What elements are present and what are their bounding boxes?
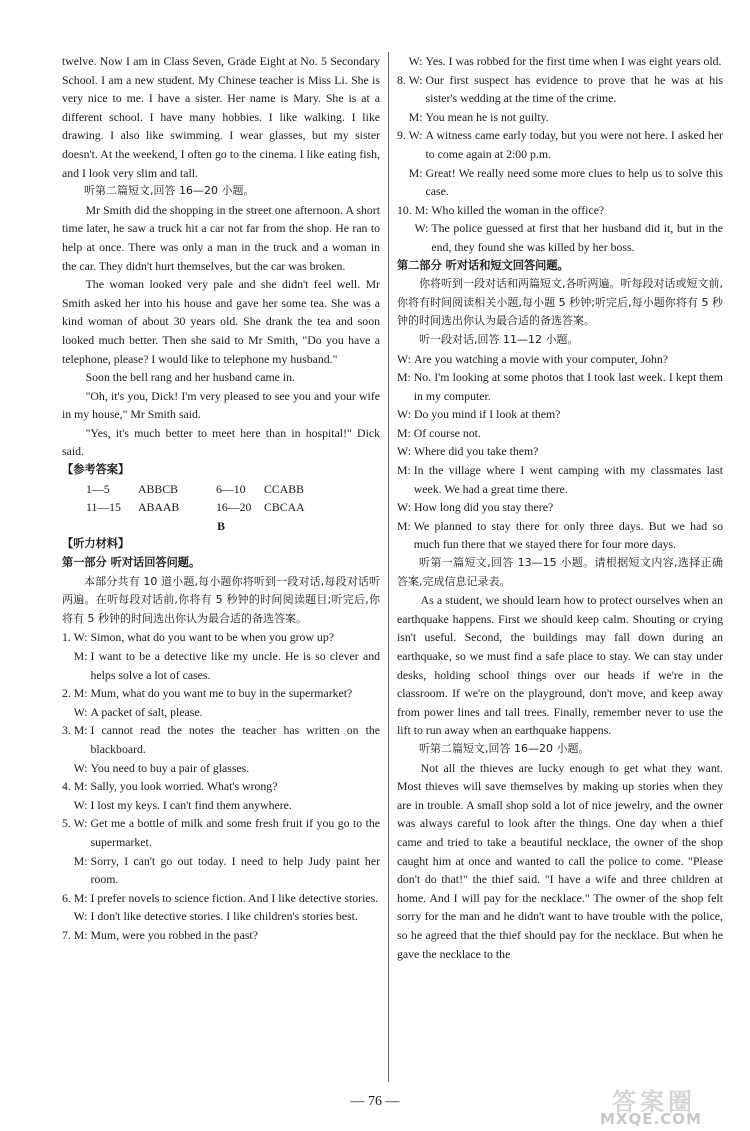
dialogue-text: A witness came early today, but you were not here. I asked her to come again at 2:00 p.m. [425, 128, 723, 161]
speaker-label: M: [397, 425, 414, 440]
speaker-label: 4. M: [62, 779, 91, 794]
dialogue-line [397, 368, 723, 405]
dialogue-line [62, 684, 380, 703]
dialogue-text: Our first suspect has evidence to prove that he was at his sister's wedding at the time of the crime. [425, 72, 723, 106]
dialogue-line [397, 424, 723, 443]
dialogue-text: Get me a bottle of milk and some fresh fruit if you go to the supermarket. [90, 816, 380, 849]
speaker-label: M: [397, 370, 414, 385]
paragraph: 听第二篇短文,回答 16—20 小题。 [419, 741, 590, 755]
speaker-label: W: [397, 351, 414, 366]
paragraph: The woman looked very pale and she didn't feel well. Mr Smith asked her into his house and gave her some tea. She was a kind woman of about 30 years old. She drank the tea and soon looked much better. Then she said to Mr Smith, "Do you have a telephone, please? I would like to telephone my husband." [62, 277, 380, 366]
speaker-label: M: [397, 463, 414, 478]
watermark-text: 答案圈 [612, 1088, 696, 1116]
dialogue-line [62, 777, 380, 796]
dialogue-text: How long did you stay there? [413, 500, 554, 515]
paragraph: twelve. Now I am in Class Seven, Grade Eight at No. 5 Secondary School. I am a new student. My Chinese teacher is Miss Li. She is very nice to me. I have a sister. Her name is Mary. She is at a different school. I have many hobbies. I like walking. I like drawing. I also like swimming. I wear glasses, but my sister doesn't. At the weekend, I often go to the cinema. I like eating fish, and I look very slim and tall. [62, 54, 380, 180]
dialogue-line [397, 52, 723, 71]
speaker-label: 8. W: [397, 72, 426, 87]
dialogue-text: I lost my keys. I can't find them anywhere. [90, 797, 292, 812]
speaker-label: 5. W: [62, 816, 91, 831]
dialogue-line [397, 350, 723, 369]
speaker-label: W: [62, 704, 91, 719]
dialogue-text: Great! We really need some more clues to help us to solve this case. [425, 165, 723, 199]
dialogue-text: No. I'm looking at some photos that I took last week. I kept them in my computer. [413, 370, 723, 403]
dialogue-line [62, 926, 380, 945]
speaker-label: 1. W: [62, 630, 91, 645]
watermark-url: MXQE.COM [600, 1110, 702, 1128]
dialogue-line [62, 703, 380, 722]
paragraph: 你将听到一段对话和两篇短文,各听两遍。听每段对话或短文前,你将有时间阅读相关小题,每小题 5 秒钟;听完后,每小题你将有 5 秒钟的时间选出你认为最合适的备选答案。 [397, 277, 723, 328]
dialogue-text: A packet of salt, please. [90, 704, 203, 719]
dialogue-line [62, 628, 380, 647]
speaker-label: W: [397, 407, 414, 422]
left-column [62, 52, 380, 945]
answer-range: 11—15 [86, 500, 121, 515]
speaker-label: W: [62, 909, 91, 924]
dialogue-text: Mum, what do you want me to buy in the supermarket? [90, 686, 353, 701]
dialogue-text: We planned to stay there for only three days. But we had so much fun there that we stayed there for four more days. [413, 518, 723, 552]
dialogue-line [397, 126, 723, 163]
paragraph: 本部分共有 10 道小题,每小题你将听到一段对话,每段对话听两遍。在听每段对话前,你将有 5 秒钟的时间阅读题目;听完后,你将有 5 秒钟的时间选出你认为最合适的备选答案。 [62, 574, 380, 625]
answer-letters: CBCAA [264, 500, 305, 515]
dialogue-text: Of course not. [413, 425, 481, 440]
speaker-label: W: [397, 54, 426, 68]
paragraph: 听第一篇短文,回答 13—15 小题。请根据短文内容,选择正确答案,完成信息记录表。 [397, 556, 723, 588]
dialogue-line [397, 498, 723, 517]
dialogue-line [397, 108, 723, 127]
answer-range: 1—5 [86, 481, 110, 496]
dialogue-line [62, 647, 380, 684]
dialogue-line [62, 759, 380, 778]
answer-range: 6—10 [216, 481, 246, 496]
dialogue-text: Do you mind if I look at them? [413, 407, 561, 422]
dialogue-text: You need to buy a pair of glasses. [90, 760, 250, 775]
dialogue-line [62, 814, 380, 851]
answer-range: 16—20 [216, 500, 252, 515]
paragraph: Not all the thieves are lucky enough to get what they want. Most thieves will save themselves by making up stories when they are in trouble. A small shop sold a lot of nice jewelry, and the owner was always careful to look after the things. One day when a thief came and tried to take a beautiful necklace, the owner of the shop caught him at once and wanted to call the police to come. "Please don't do that!" the thief said. "I have a wife and three children at home. And I will pay for the necklace." The owner of the shop felt sorry for the man and he didn't want to have trouble with the police, so he agreed that the thief should pay for the necklace. But when he gave the necklace to the [397, 760, 723, 961]
speaker-label: W: [397, 221, 432, 236]
dialogue-line [397, 164, 723, 201]
dialogue-line [397, 461, 723, 498]
speaker-label: M: [397, 518, 414, 533]
dialogue-text: Who killed the woman in the office? [431, 202, 605, 217]
speaker-label: M: [397, 109, 426, 124]
dialogue-text: I cannot read the notes the teacher has written on the blackboard. [90, 723, 380, 756]
dialogue-text: Simon, what do you want to be when you grow up? [90, 630, 334, 645]
paragraph: 听第二篇短文,回答 16—20 小题。 [84, 184, 255, 198]
answer-row [62, 480, 380, 499]
paragraph: As a student, we should learn how to protect ourselves when an earthquake happens. First we should keep calm. Shouting or crying isn't useful. Second, the buildings may fall down during an earthquake, so we must find a safe place to stay. We can stay under desks, holding school things over our heads if we're in the classroom. If we're on the playground, don't move, and keep away from power lines and tall trees. Finally, remember never to use the lift to run away when an earthquake happens. [397, 593, 723, 738]
section-heading: 【听力材料】 [62, 537, 130, 551]
answer-row [62, 498, 380, 517]
speaker-label: 3. M: [62, 723, 91, 738]
speaker-label: M: [397, 165, 426, 180]
speaker-label: M: [62, 853, 91, 868]
speaker-label: W: [397, 444, 414, 459]
dialogue-text: I prefer novels to science fiction. And I like detective stories. [90, 890, 379, 905]
paragraph: "Oh, it's you, Dick! I'm very pleased to see you and your wife in my house," Mr Smith said. [62, 388, 380, 422]
dialogue-text: You mean he is not guilty. [425, 109, 549, 124]
dialogue-text: Where did you take them? [413, 444, 539, 459]
speaker-label: 2. M: [62, 686, 91, 701]
paragraph: Soon the bell rang and her husband came in. [85, 370, 295, 385]
paragraph: 听一段对话,回答 11—12 小题。 [419, 332, 579, 346]
dialogue-text: Sally, you look worried. What's wrong? [90, 779, 278, 794]
speaker-label: M: [62, 649, 91, 663]
dialogue-line [397, 442, 723, 461]
dialogue-text: The police guessed at first that her husband did it, but in the end, they found she was killed by her boss. [431, 221, 723, 254]
dialogue-line [397, 201, 723, 220]
dialogue-text: Mum, were you robbed in the past? [90, 927, 258, 942]
section-heading: 【参考答案】 [62, 463, 130, 477]
page-number: — 76 — [350, 1094, 400, 1109]
dialogue-text: I want to be a detective like my uncle. He is so clever and helps solve a lot of cases. [90, 649, 380, 682]
dialogue-line [397, 405, 723, 424]
dialogue-line [62, 721, 380, 758]
dialogue-line [62, 852, 380, 889]
answer-letters: ABBCB [138, 481, 178, 496]
speaker-label: 6. M: [62, 890, 91, 905]
watermark-logo [592, 1082, 744, 1128]
dialogue-text: Sorry, I can't go out today. I need to help Judy paint her room. [90, 853, 380, 887]
dialogue-text: I don't like detective stories. I like children's stories best. [90, 909, 358, 924]
dialogue-line [62, 907, 380, 926]
dialogue-line [397, 219, 723, 256]
answer-letters: ABAAB [138, 500, 180, 515]
right-column [397, 52, 723, 963]
paragraph: Mr Smith did the shopping in the street one afternoon. A short time later, he saw a truck hit a car not far from the shop. He ran to help at once. There was only a man in the truck and a woman in the car. They didn't hurt themselves, but the car was broken. [62, 202, 380, 273]
section-letter: B [217, 518, 225, 533]
speaker-label: W: [62, 760, 91, 775]
speaker-label: W: [62, 797, 91, 812]
dialogue-line [62, 889, 380, 908]
dialogue-line [397, 517, 723, 554]
paragraph: "Yes, it's much better to meet here than in hospital!" Dick said. [62, 425, 380, 459]
column-divider [388, 52, 389, 1082]
dialogue-line [62, 796, 380, 815]
speaker-label: 10. M: [397, 202, 432, 217]
section-heading: 第二部分 听对话和短文回答问题。 [397, 258, 569, 272]
speaker-label: 7. M: [62, 927, 91, 942]
answer-letters: CCABB [264, 481, 304, 496]
dialogue-line [397, 71, 723, 108]
dialogue-text: In the village where I went camping with my classmates last week. We had a great time there. [413, 463, 723, 496]
section-heading: 第一部分 听对话回答问题。 [62, 556, 201, 570]
speaker-label: 9. W: [397, 128, 426, 143]
dialogue-text: Yes. I was robbed for the first time when I was eight years old. [425, 54, 722, 68]
speaker-label: W: [397, 500, 414, 515]
dialogue-text: Are you watching a movie with your computer, John? [413, 351, 669, 366]
